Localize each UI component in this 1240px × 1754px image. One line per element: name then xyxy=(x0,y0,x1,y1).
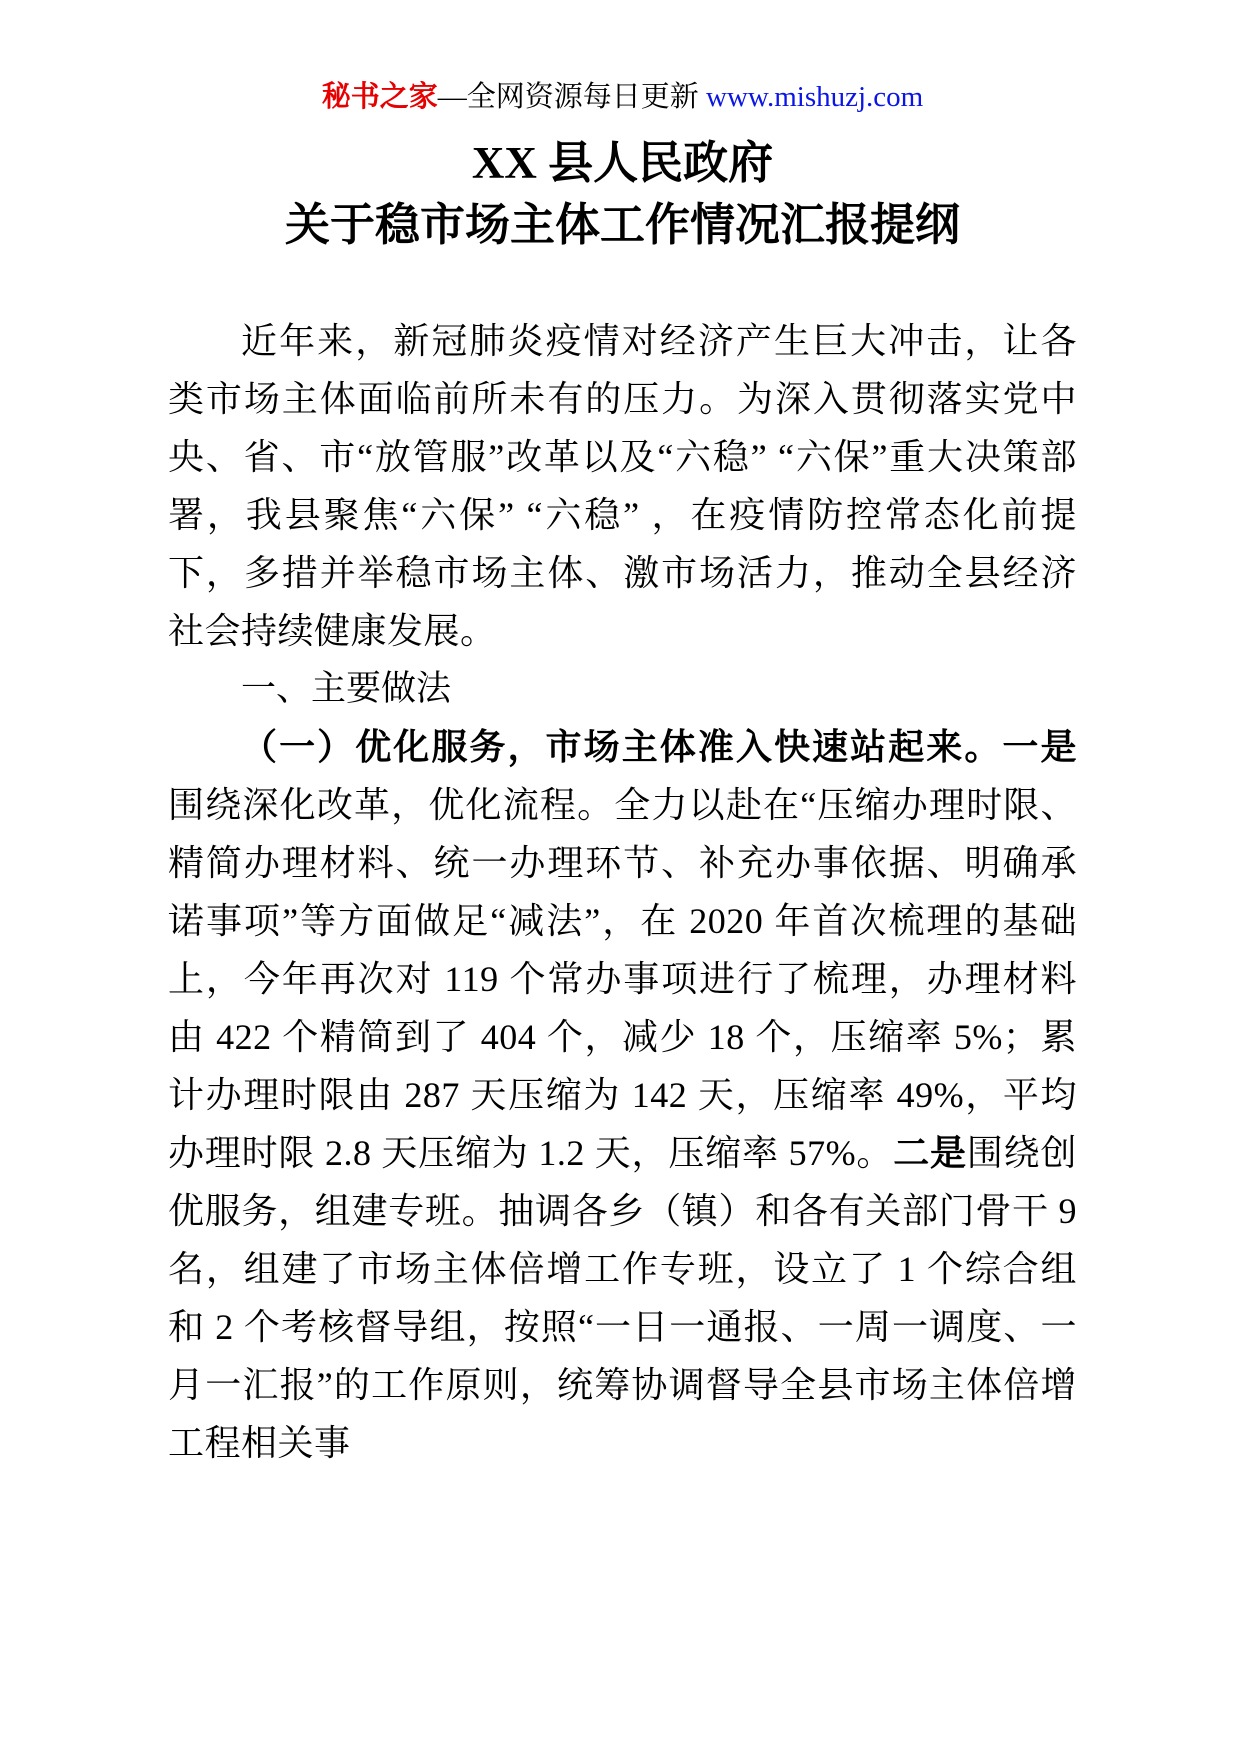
section1-paragraph xyxy=(168,718,1077,1472)
section1-bold-item1: 一是 xyxy=(1002,726,1077,767)
section1-bold-item2: 二是 xyxy=(893,1132,967,1173)
site-url-link[interactable]: www.mishuzj.com xyxy=(706,81,924,113)
doc-title-line1: XX 县人民政府 xyxy=(471,138,774,188)
section-heading: 一、主要做法 xyxy=(241,669,452,708)
site-header xyxy=(168,78,1077,116)
site-brand: 秘书之家 xyxy=(321,81,438,113)
section1-text1: 围绕深化改革，优化流程。全力以赴在“压缩办理时限、精简办理材料、统一办理环节、补充办事依据、明确承诺事项”等方面做足“减法”，在 2020 年首次梳理的基础上，今年再次对 119 个常办事项进行了梳理，办理材料由 422 个精简到了 404 个，减少 18 个，压缩率 5%；累计办理时限由 287 天压缩为 142 天，压缩率 49%，平均办理时限 2.8 天压缩为 1.2 天，压缩率 57%。 xyxy=(168,785,1077,1173)
section1-bold-lead: （一）优化服务，市场主体准入快速站起来。 xyxy=(241,726,1003,767)
intro-paragraph: 近年来，新冠肺炎疫情对经济产生巨大冲击，让各类市场主体面临前所未有的压力。为深入贯彻落实党中央、省、市“放管服”改革以及“六稳” “六保”重大决策部署，我县聚焦“六保” “六稳” ，在疫情防控常态化前提下，多措并举稳市场主体、激市场活力，推动全县经济社会持续健康发展。 xyxy=(168,321,1077,651)
doc-title-line2: 关于稳市场主体工作情况汇报提纲 xyxy=(284,200,960,250)
site-tagline: —全网资源每日更新 xyxy=(437,81,707,113)
section1-text2: 围绕创优服务，组建专班。抽调各乡（镇）和各有关部门骨干 9 名，组建了市场主体倍增工作专班，设立了 1 个综合组和 2 个考核督导组，按照“一日一通报、一周一调度、一月一汇报”的工作原则，统筹协调督导全县市场主体倍增工程相关事 xyxy=(168,1133,1077,1463)
